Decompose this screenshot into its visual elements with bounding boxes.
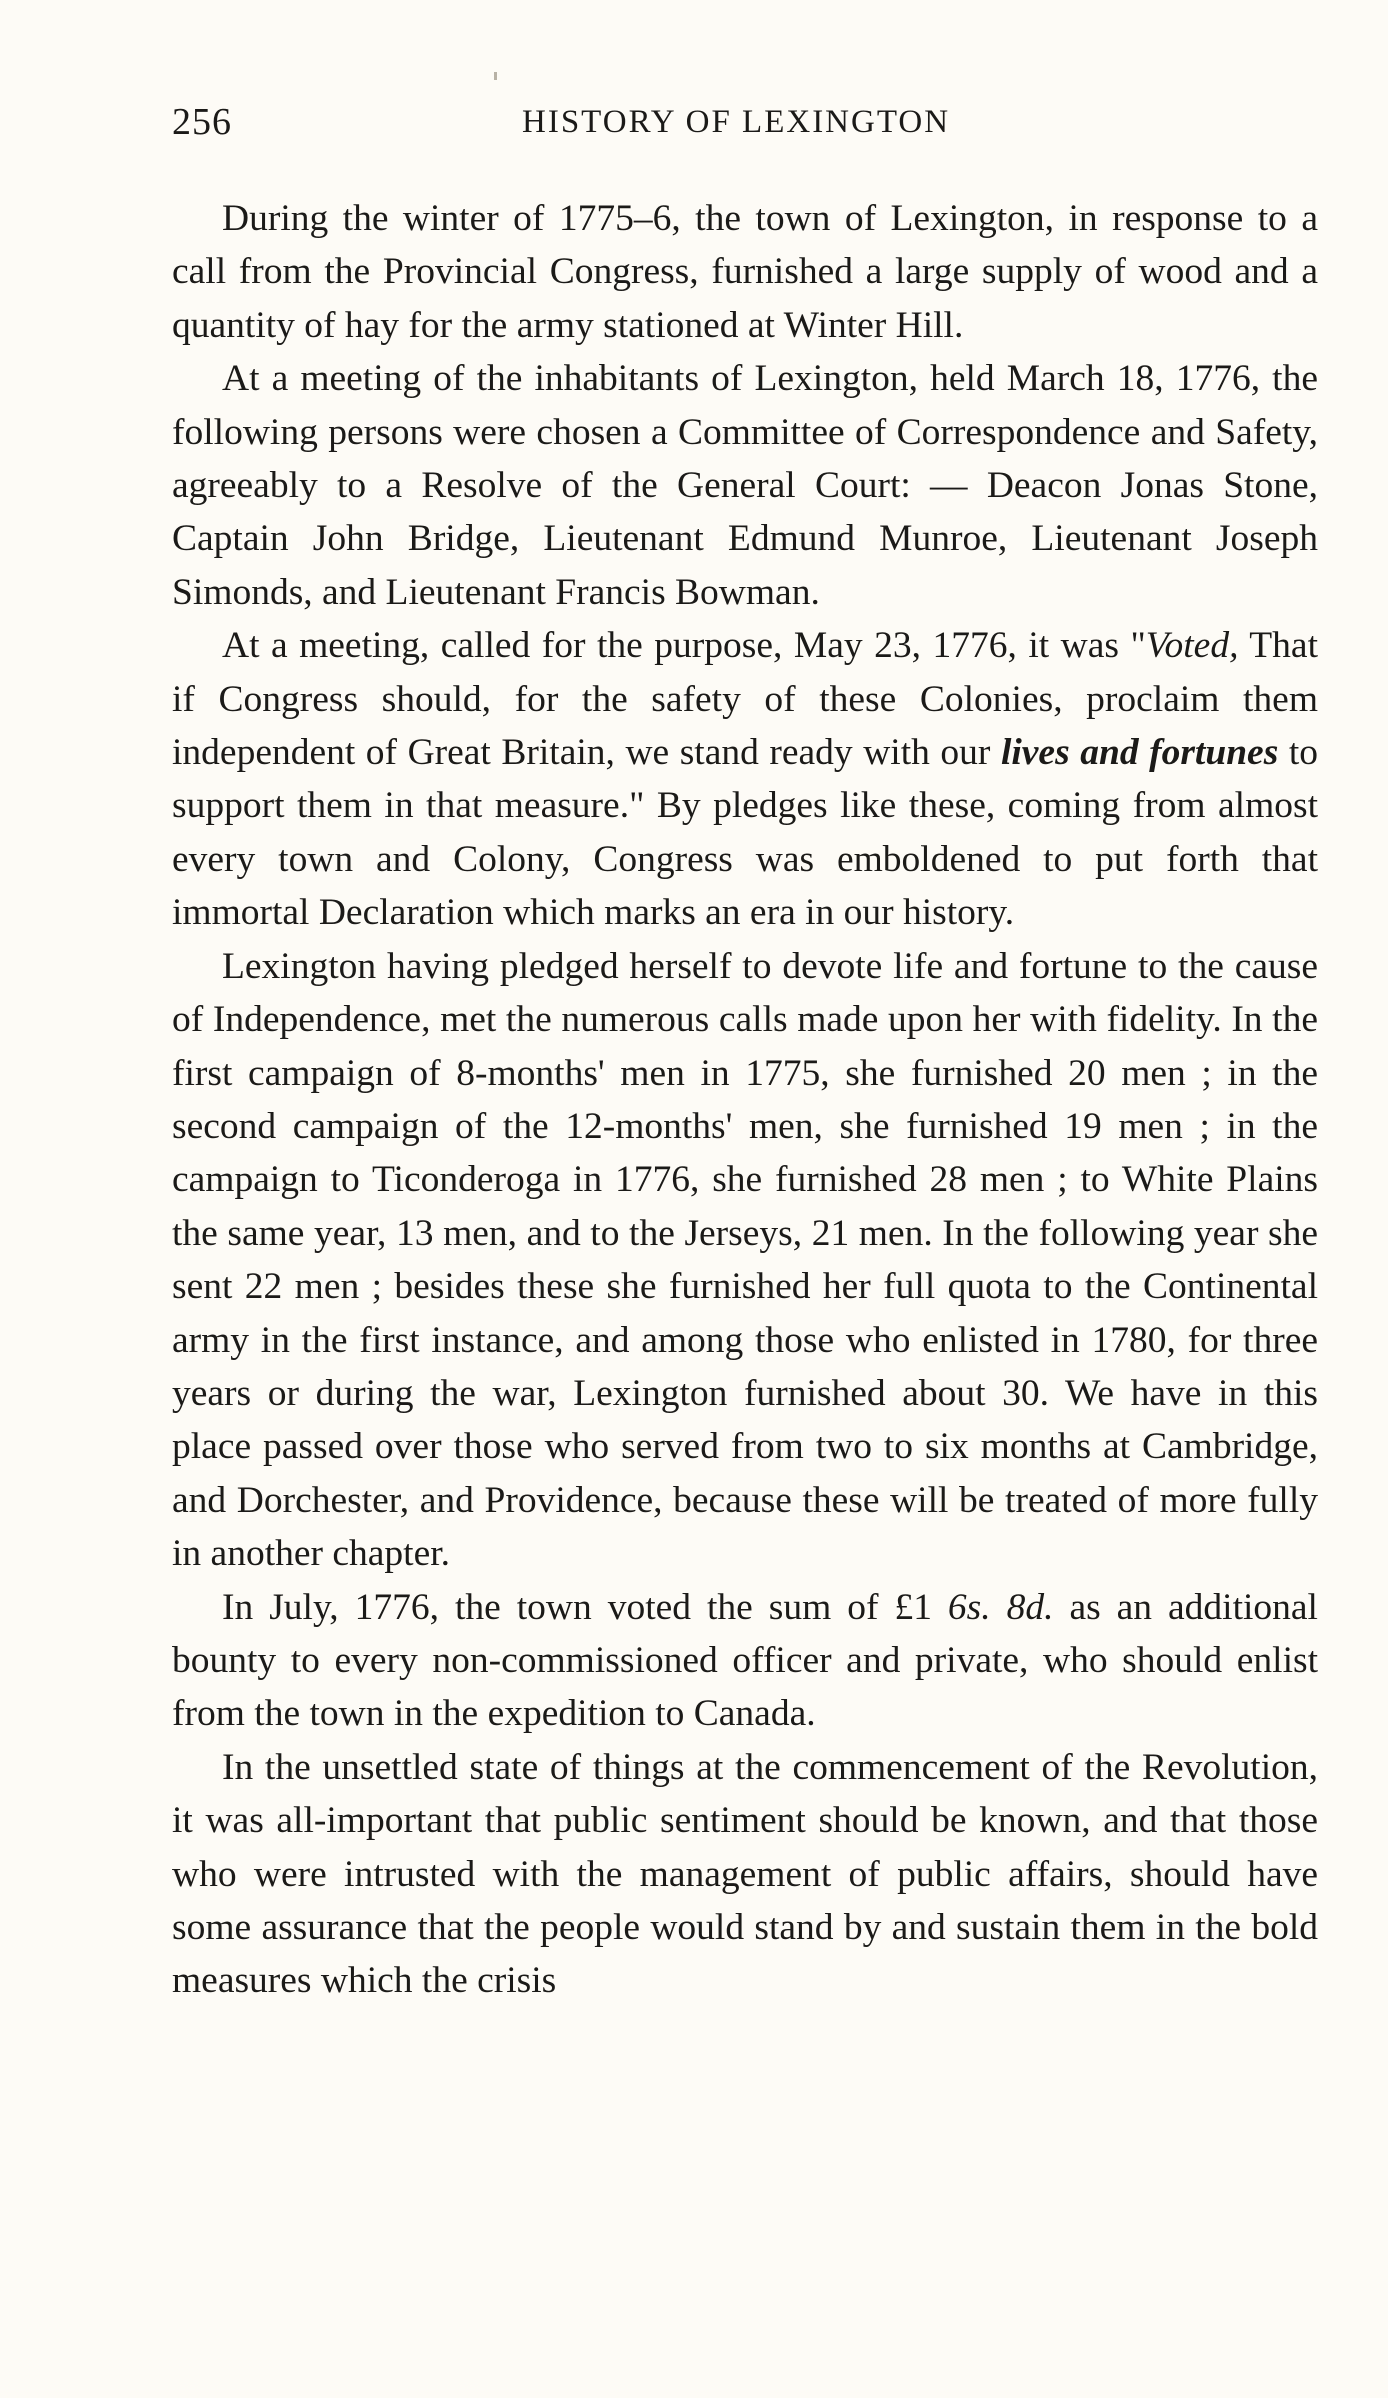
running-title: HISTORY OF LEXINGTON [522, 104, 951, 140]
paragraph-public-sentiment: In the unsettled state of things at the commencement of the Revolution, it was all-important that public sentiment should be known, and that those who were intrusted with the management of public affairs, should have some assurance that the people would stand by and sustain them in the bold measures which the crisis [172, 1746, 1318, 2002]
pence-amount: 8d. [1006, 1586, 1054, 1628]
paragraph-independence-vote [172, 619, 1318, 939]
paragraph-text: to support them in that measure." By pledges like these, coming from almost every town and Colony, Congress was emboldened to put forth that immortal Declaration which marks an era in our history. [172, 732, 1319, 934]
paragraph-winter-supplies: During the winter of 1775–6, the town of Lexington, in response to a call from the Provincial Congress, furnished a large supply of wood and a quantity of hay for the army stationed at Winter Hill. [172, 198, 1318, 346]
paragraph-bounty [172, 1581, 1318, 1741]
page-header [172, 100, 1318, 160]
paragraph-text: At a meeting, called for the purpose, May 23, 1776, it was " [222, 625, 1146, 667]
emphasis-lives-and-fortunes: lives and fortunes [1000, 732, 1279, 774]
paragraph-text: That if Congress should, for the safety of these Colonies, proclaim them independent of Great Britain, we stand ready with our [172, 625, 1318, 774]
paper-speck [494, 72, 497, 80]
paragraph-text: as an additional bounty to every non-commissioned officer and private, who should enlist from the town in the expedition to Canada. [172, 1586, 1318, 1735]
shillings-amount: 6s. [947, 1586, 991, 1628]
paragraph-text: In July, 1776, the town voted the sum of £1 [222, 1586, 948, 1628]
emphasis-voted: Voted, [1145, 625, 1239, 667]
paragraph-committee-of-safety: At a meeting of the inhabitants of Lexington, held March 18, 1776, the following persons were chosen a Committee of Correspondence and Safety, agreeably to a Resolve of the General Court: — Deacon Jonas Stone, Captain John Bridge, Lieutenant Edmund Munroe, Lieutenant Joseph Simonds, and Lieutenant Francis Bowman. [172, 358, 1318, 613]
paragraph-men-furnished: Lexington having pledged herself to devote life and fortune to the cause of Independence, met the numerous calls made upon her with fidelity. In the first campaign of 8-months' men in 1775, she furnished 20 men ; in the second campaign of the 12-months' men, she furnished 19 men ; in the campaign to Ticonderoga in 1776, she furnished 28 men ; to White Plains the same year, 13 men, and to the Jerseys, 21 men. In the following year she sent 22 men ; besides these she furnished her full quota to the Continental army in the first instance, and among those who enlisted in 1780, for three years or during the war, Lexington furnished about 30. We have in this place passed over those who served from two to six months at Cambridge, and Dorchester, and Providence, because these will be treated of more fully in another chapter. [172, 945, 1318, 1575]
paragraph-text [991, 1587, 1007, 1628]
body-text [172, 192, 1318, 2008]
page-number: 256 [172, 101, 232, 143]
